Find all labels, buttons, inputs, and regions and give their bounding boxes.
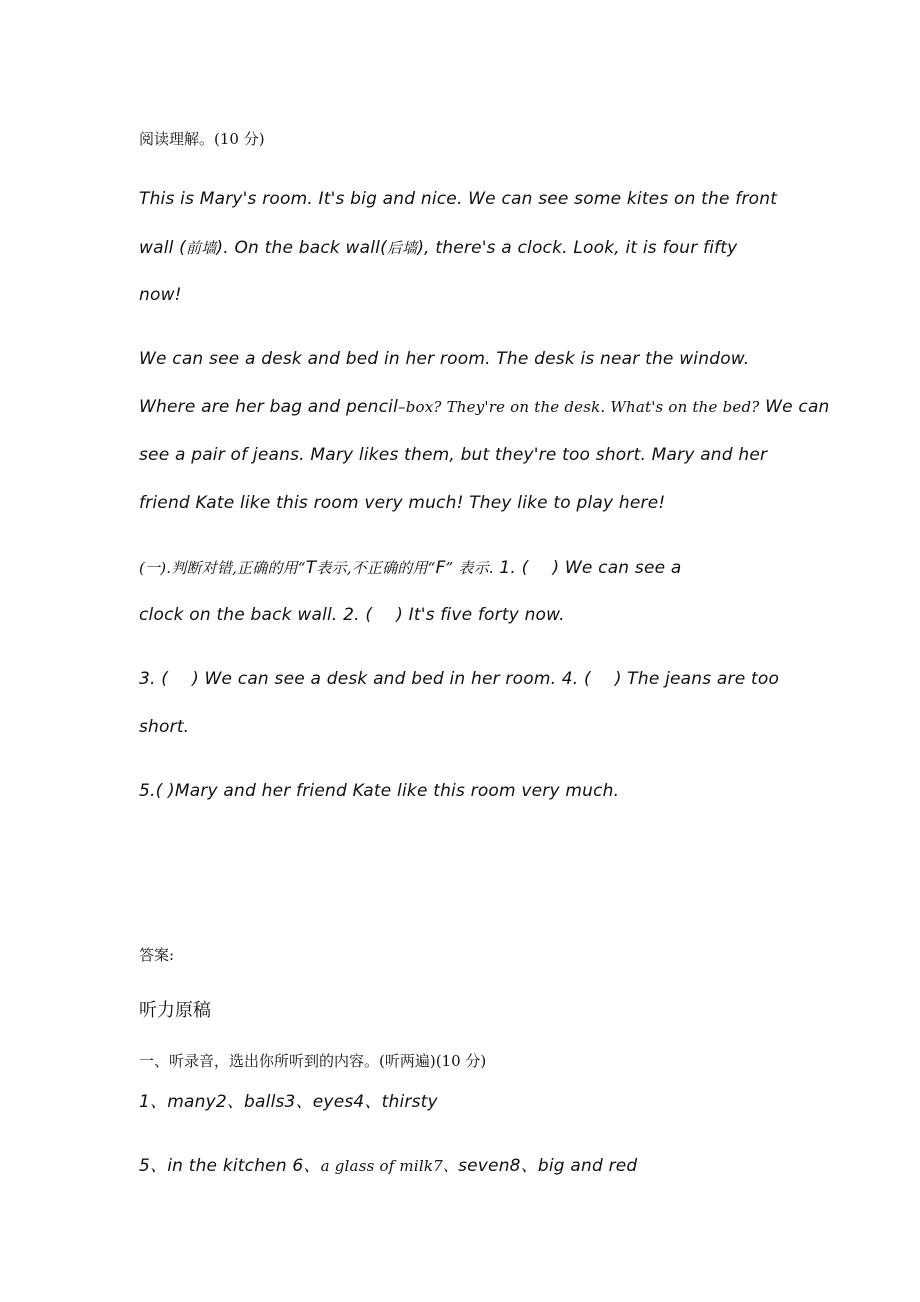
reading-heading: 阅读理解。(10 分) <box>139 130 265 148</box>
gloss-front-wall: 前墙 <box>186 239 217 257</box>
text-fragment: wall ( <box>139 238 187 258</box>
question-line-2 <box>139 605 565 625</box>
question-5: 5.( )Mary and her friend Kate like this room very much. <box>139 781 620 801</box>
question-3-text: ) We can see a desk and bed in her room. 4. ( <box>192 669 591 689</box>
passage-line-2 <box>139 237 737 258</box>
false-mark: F <box>435 558 446 578</box>
text-fragment: Where are her bag and pencil <box>139 397 398 417</box>
question-2-text: ) It's five forty now. <box>396 605 565 625</box>
answer-row-1: 1、many2、balls3、eyes4、thirsty <box>139 1092 438 1112</box>
instruction-text: (一).判断对错,正确的用“ <box>139 559 306 577</box>
text-fragment: –box? They're on the desk. What's on the bed? <box>398 398 760 416</box>
instruction-text: 表示,不正确的用“ <box>316 559 436 577</box>
question-1-number: 1. ( <box>493 558 529 578</box>
text-fragment: a glass of milk7、 <box>320 1157 459 1175</box>
text-fragment: seven8、big and red <box>458 1156 638 1176</box>
true-mark: T <box>305 558 317 578</box>
question-line-3 <box>139 669 779 689</box>
listening-script-title: 听力原稿 <box>139 1000 211 1021</box>
gloss-back-wall: 后墙 <box>386 239 418 257</box>
passage-line-3: now! <box>139 285 182 305</box>
text-fragment: 5、in the kitchen 6、 <box>139 1156 321 1176</box>
question-4-text: ) The jeans are too <box>614 669 780 689</box>
instruction-text: ” 表示. <box>445 559 494 577</box>
passage-line-5 <box>139 397 830 417</box>
passage-line-1: This is Mary's room. It's big and nice. We can see some kites on the front <box>139 189 778 209</box>
question-line-4: short. <box>139 717 190 737</box>
answer-row-2 <box>139 1151 637 1176</box>
question-3-number: 3. ( <box>139 669 169 689</box>
answers-label: 答案: <box>139 946 175 964</box>
text-fragment: ), there's a clock. Look, it is four fifty <box>417 238 738 258</box>
passage-line-4: We can see a desk and bed in her room. The desk is near the window. <box>139 349 750 369</box>
text-fragment: We can <box>759 397 830 417</box>
question-1-text: ) We can see a <box>552 558 682 578</box>
listening-section-1: 一、听录音，选出你所听到的内容。(听两遍)(10 分) <box>139 1052 487 1070</box>
question-text: clock on the back wall. 2. ( <box>139 605 373 625</box>
text-fragment: ). On the back wall( <box>216 238 387 258</box>
judge-instructions <box>139 557 681 578</box>
passage-line-6: see a pair of jeans. Mary likes them, but they're too short. Mary and her <box>139 445 768 465</box>
passage-line-7: friend Kate like this room very much! They like to play here! <box>139 493 666 513</box>
